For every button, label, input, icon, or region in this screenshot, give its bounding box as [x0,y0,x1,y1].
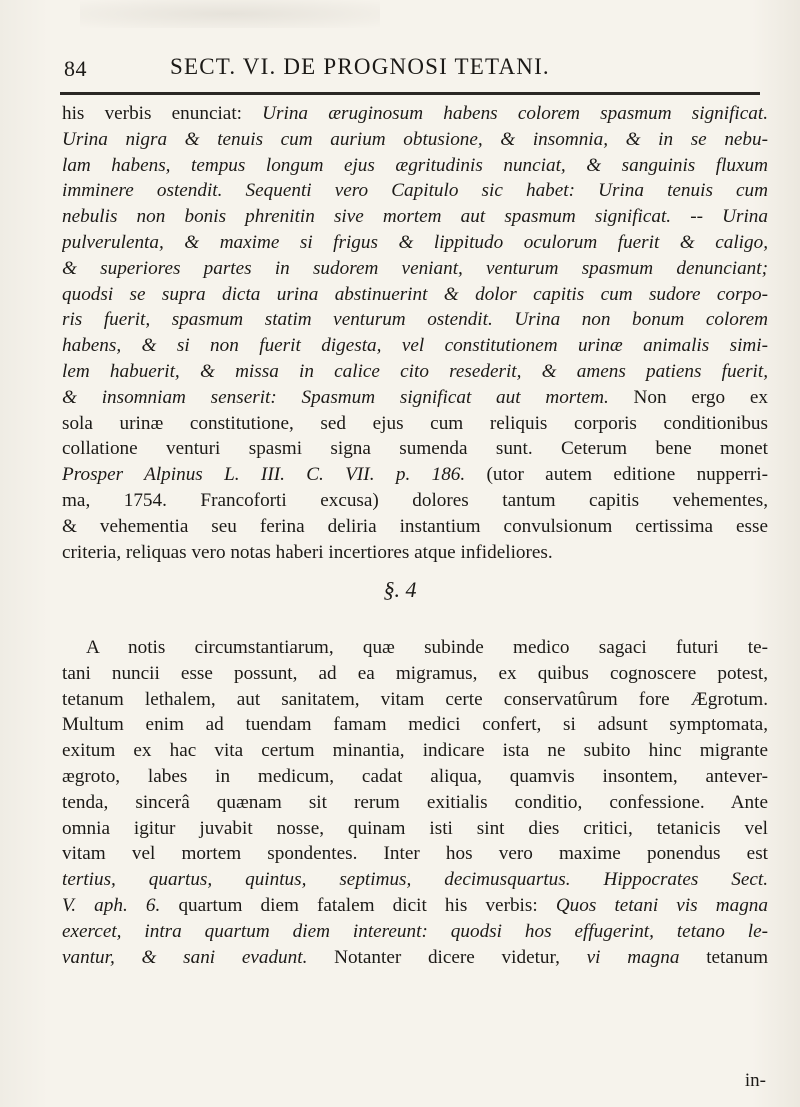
roman-text: vitam vel mortem spondentes. Inter hos vero maxime ponendus est [62,843,768,865]
text-line [62,256,768,282]
italic-text: lem habuerit, & missa in calice cito resederit, & amens patiens fuerit, [62,360,768,382]
roman-text: tetanum lethalem, aut sanitatem, vitam certe conservatûrum fore Ægrotum. [62,688,768,710]
text-line [62,282,768,308]
text-line [62,738,768,764]
italic-text: ris fuerit, spasmum statim venturum ostendit. Urina non bonum colorem [62,309,768,331]
page-number: 84 [64,56,87,81]
italic-text: vi magna [586,946,707,968]
italic-text: Urina nigra & tenuis cum aurium obtusione, & insomnia, & in se nebu- [62,128,768,150]
text-line [62,514,768,540]
text-line [62,127,768,153]
italic-text: habens, & si non fuerit digesta, vel constitutionem urinæ animalis simi- [62,335,768,357]
text-line [62,333,768,359]
italic-text: exercet, intra quartum diem intereunt: quodsi hos effugerint, tetano le- [62,920,768,942]
roman-text: criteria, reliquas vero notas haberi incertiores atque infideliores. [62,541,553,563]
paper-stain [80,0,380,28]
roman-text: ægroto, labes in medicum, cadat aliqua, quamvis insontem, antever- [62,765,768,787]
page-header [64,52,764,92]
roman-text: quartum diem fatalem dicit his verbis: [178,894,556,916]
text-line [62,661,768,687]
running-head: SECT. VI. DE PROGNOSI TETANI. [170,54,550,79]
roman-text: A notis circumstantiarum, quæ subinde medico sagaci futuri te- [86,637,768,658]
text-line [62,540,768,566]
roman-text: omnia igitur juvabit nosse, quinam isti sint dies critici, tetanicis vel [62,817,768,839]
roman-text: & vehementia seu ferina deliria instantium convulsionum certissima esse [62,515,768,537]
text-line [62,790,768,816]
roman-text: tani nuncii esse possunt, ad ea migramus, ex quibus cognoscere potest, [62,662,768,684]
italic-text: imminere ostendit. Sequenti vero Capitulo sic habet: Urina tenuis cum [62,180,768,202]
text-line [62,816,768,842]
italic-text: & superiores partes in sudorem veniant, venturum spasmum denunciant; [62,257,768,279]
text-line [62,385,768,411]
text-line [62,867,768,893]
italic-text: lam habens, tempus longum ejus ægritudinis nunciat, & sanguinis fluxum [62,154,768,176]
text-line [62,230,768,256]
italic-text: vantur, & sani evadunt. [62,946,335,968]
text-line [62,101,768,127]
italic-text: Urina æruginosum habens colorem spasmum significat. [262,103,768,124]
italic-text: V. aph. 6. [62,894,179,916]
text-line [62,919,768,945]
text-line [62,359,768,385]
text-line [62,764,768,790]
text-line [62,635,768,661]
roman-text: exitum ex hac vita certum minantia, indicare ista ne subito hinc migrante [62,740,768,762]
header-rule [60,92,760,95]
text-line [62,687,768,713]
text-line [62,204,768,230]
text-line [62,307,768,333]
text-line [62,712,768,738]
text-line [62,893,768,919]
text-line [62,488,768,514]
italic-text: quodsi se supra dicta urina abstinuerint & dolor capitis cum sudore corpo- [62,283,768,305]
roman-text: ma, 1754. Francoforti excusa) dolores tantum capitis vehementes, [62,489,768,511]
text-line [62,945,768,971]
italic-text: nebulis non bonis phrenitin sive mortem aut spasmum significat. -- Urina [62,206,768,228]
italic-text: tertius, quartus, quintus, septimus, decimusquartus. Hippocrates Sect. [62,869,768,891]
catchword: in- [744,1070,766,1091]
section-number: §. 4 [383,577,417,602]
italic-text: & insomniam senserit: Spasmum significat aut mortem. [62,386,634,408]
roman-text: Notanter dicere videtur, [334,946,587,968]
roman-text: sola urinæ constitutione, sed ejus cum reliquis corporis conditionibus [62,412,768,434]
text-line [62,411,768,437]
roman-text: (utor autem editione nupperri- [486,464,768,486]
italic-text: Prosper Alpinus L. III. C. VII. p. 186. [62,464,487,486]
roman-text: his verbis enunciat: [62,103,263,124]
roman-text: tenda, sincerâ quænam sit rerum exitialis conditio, confessione. Ante [62,791,768,813]
italic-text: Quos tetani vis magna [555,894,768,916]
roman-text: tetanum [706,946,768,968]
text-line [62,178,768,204]
text-line [62,462,768,488]
text-line [62,841,768,867]
roman-text: Non ergo ex [633,386,768,408]
text-line [62,436,768,462]
text-line [62,153,768,179]
italic-text: pulverulenta, & maxime si frigus & lippitudo oculorum fuerit & caligo, [62,231,768,253]
roman-text: Multum enim ad tuendam famam medici confert, si adsunt symptomata, [62,714,768,736]
roman-text: collatione venturi spasmi signa sumenda sunt. Ceterum bene monet [62,438,768,460]
paragraph-1 [62,101,768,565]
paragraph-2 [62,635,768,970]
